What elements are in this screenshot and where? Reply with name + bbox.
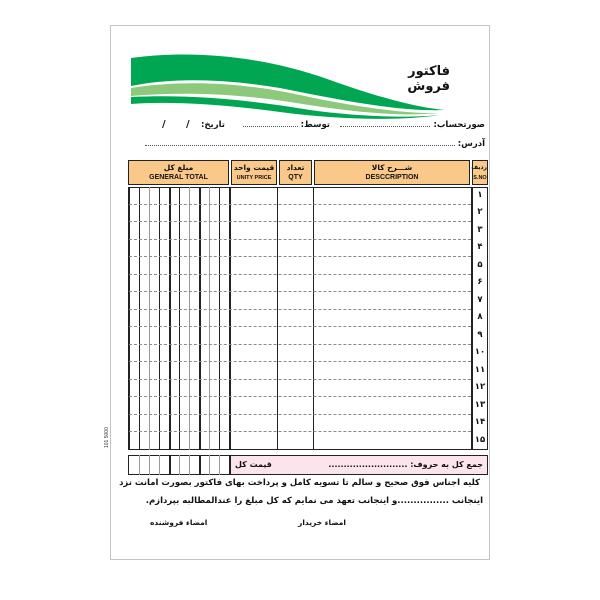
- grid-line: [159, 187, 160, 450]
- row-number: ۱۴: [474, 417, 486, 427]
- header-sno: ردیف S.NO: [472, 160, 488, 185]
- grid-line: [313, 187, 314, 450]
- row-number: ۱۰: [474, 347, 486, 357]
- grid-line: [139, 187, 140, 450]
- header-unity-price: قیمت واحد UNITY PRICE: [231, 160, 277, 185]
- buyer-signature-label: امضاء خریدار: [298, 518, 346, 527]
- grid-line: [219, 455, 220, 475]
- row-number: ۱۲: [474, 382, 486, 392]
- items-table[interactable]: [128, 187, 488, 450]
- by-field[interactable]: [225, 120, 330, 130]
- grid-line: [277, 187, 278, 450]
- row-number: ۲: [477, 207, 483, 217]
- by-dots: [243, 120, 298, 127]
- grid-line: [209, 455, 210, 475]
- row-number: ۳: [477, 225, 483, 235]
- row-divider: [129, 396, 471, 397]
- document-title: فاکتور فروش: [407, 64, 450, 94]
- grid-line: [149, 455, 150, 475]
- total-price-label: قیمت کل: [235, 460, 272, 469]
- grid-line: [199, 187, 201, 450]
- header-description: شـــرح کالا DESCCRIPTION: [314, 160, 470, 185]
- footer-terms-line-1: کلیه اجناس فوق صحیح و سالم تا تسویه کامل و پرداخت بهای فاکتور بصورت امانت نزد: [119, 478, 480, 488]
- row-divider: [129, 414, 471, 415]
- row-number: ۹: [477, 330, 483, 340]
- row-number: ۸: [477, 312, 483, 322]
- row-divider: [129, 274, 471, 275]
- row-divider: [129, 431, 471, 432]
- row-divider: [129, 221, 471, 222]
- grid-line: [219, 187, 220, 450]
- row-number: ۱۱: [474, 365, 486, 375]
- grid-line: [169, 455, 171, 475]
- row-number: ۱۳: [474, 400, 486, 410]
- row-divider: [129, 239, 471, 240]
- row-number: ۶: [477, 277, 483, 287]
- date-slash: /: [186, 119, 190, 130]
- row-divider: [129, 326, 471, 327]
- row-divider: [129, 361, 471, 362]
- print-code: 101 5000: [104, 427, 110, 448]
- grid-line: [149, 187, 150, 450]
- row-divider: [129, 291, 471, 292]
- header-qty: تعداد QTY: [279, 160, 312, 185]
- row-number: ۴: [477, 242, 483, 252]
- row-divider: [129, 256, 471, 257]
- by-label: توسط:: [300, 120, 330, 130]
- grid-line: [199, 455, 201, 475]
- row-divider: [129, 379, 471, 380]
- row-number: ۷: [477, 295, 483, 305]
- total-in-words-label: جمع کل به حروف: ..........................: [328, 460, 483, 469]
- row-number: ۱۵: [474, 435, 486, 445]
- account-field[interactable]: [330, 120, 485, 130]
- row-number: ۱: [477, 190, 483, 200]
- grid-line: [159, 455, 160, 475]
- grid-line: [189, 455, 190, 475]
- date-label: تاریخ:: [201, 120, 225, 130]
- date-slash: /: [162, 119, 166, 130]
- account-dots: [340, 120, 430, 127]
- seller-signature-label: امضاء فروشنده: [150, 518, 208, 527]
- total-in-words-field[interactable]: [230, 455, 488, 475]
- address-field[interactable]: [128, 139, 485, 149]
- grid-line: [139, 455, 140, 475]
- grid-line: [169, 187, 171, 450]
- row-number: ۵: [477, 260, 483, 270]
- account-label: صورتحساب:: [433, 120, 485, 130]
- row-divider: [129, 344, 471, 345]
- row-divider: [129, 309, 471, 310]
- address-dots: [145, 139, 455, 146]
- grid-line: [128, 187, 130, 450]
- grid-line: [229, 187, 231, 450]
- grid-line: [179, 187, 180, 450]
- header-general-total: مبلغ کل GENERAL TOTAL: [128, 160, 229, 185]
- footer-terms-line-2: اینجانب ................و اینجانب تعهد می نمایم که کل مبلغ را عندالمطالبه بپردازم.: [145, 496, 483, 506]
- row-divider: [129, 204, 471, 205]
- grid-line: [179, 455, 180, 475]
- address-label: آدرس:: [457, 139, 485, 149]
- grid-line: [209, 187, 210, 450]
- grid-line: [189, 187, 190, 450]
